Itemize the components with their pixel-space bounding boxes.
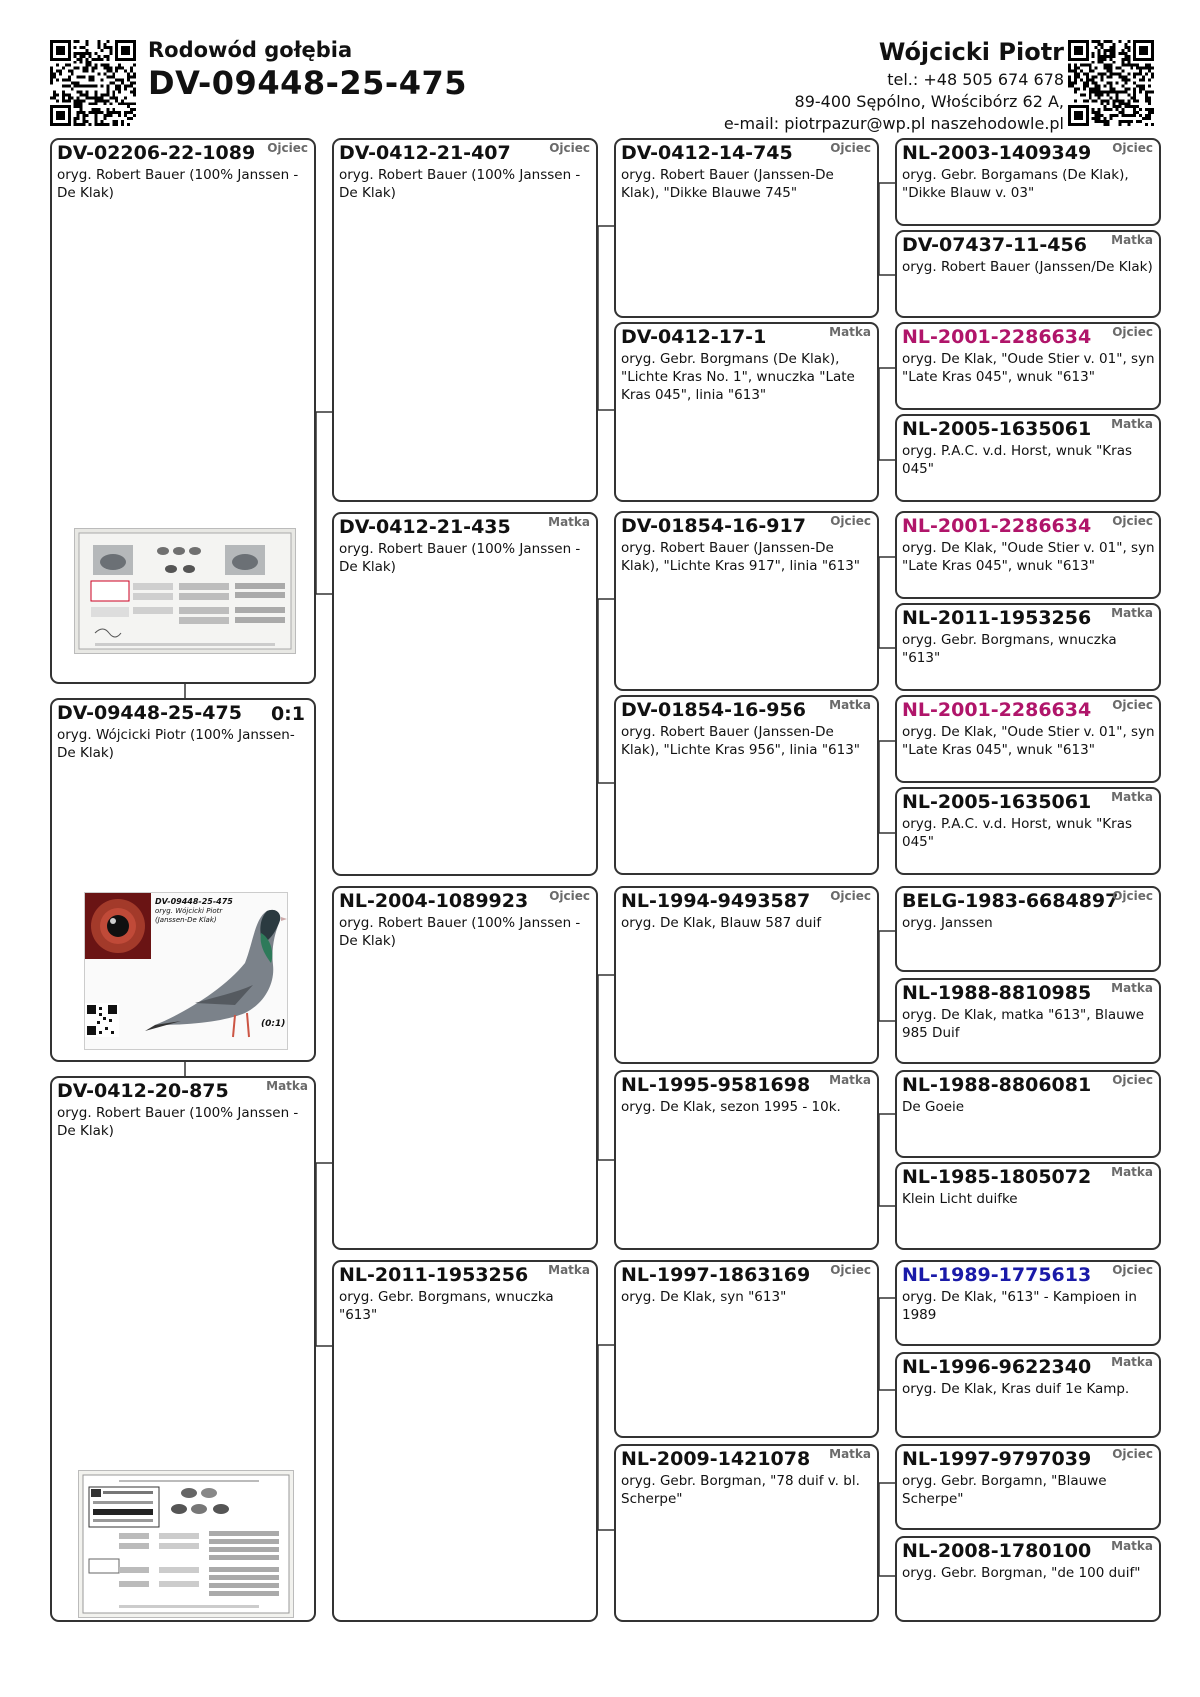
- gen4-card[interactable]: [895, 1536, 1161, 1622]
- gen4-card[interactable]: [895, 603, 1161, 691]
- sex-label: Ojciec: [830, 1263, 871, 1277]
- sex-label: Ojciec: [1112, 141, 1153, 155]
- pigeon-description: oryg. Gebr. Borgamans (De Klak), "Dikke Blauw v. 03": [902, 167, 1129, 201]
- sex-label: Matka: [1111, 606, 1153, 620]
- gen3-card[interactable]: [614, 1444, 879, 1622]
- gen4-card[interactable]: [895, 695, 1161, 783]
- document-title: Rodowód gołębia: [148, 38, 353, 62]
- ring-number: NL-2004-1089923: [339, 890, 529, 912]
- ring-number: NL-2001-2286634: [902, 326, 1092, 348]
- ring-number: DV-01854-16-917: [621, 515, 806, 537]
- gen4-card[interactable]: [895, 886, 1161, 972]
- photo-caption-ring: DV-09448-25-475: [155, 897, 233, 906]
- ring-number: NL-2001-2286634: [902, 515, 1092, 537]
- gen2-card[interactable]: [332, 512, 598, 876]
- ring-number: NL-1997-1863169: [621, 1264, 811, 1286]
- photo-caption-breed: (Janssen-De Klak): [155, 916, 217, 924]
- sex-label: Matka: [1111, 1165, 1153, 1179]
- ring-number: NL-2009-1421078: [621, 1448, 811, 1470]
- pigeon-description: oryg. P.A.C. v.d. Horst, wnuk "Kras 045": [902, 816, 1133, 850]
- gen4-card[interactable]: [895, 511, 1161, 599]
- ring-number: NL-2011-1953256: [339, 1264, 529, 1286]
- owner-phone: tel.: +48 505 674 678: [887, 70, 1064, 89]
- ring-number: NL-2008-1780100: [902, 1540, 1092, 1562]
- pigeon-description: oryg. Gebr. Borgamn, "Blauwe Scherpe": [902, 1473, 1107, 1507]
- sex-label: Ojciec: [1112, 1263, 1153, 1277]
- ring-number: NL-2005-1635061: [902, 418, 1092, 440]
- pigeon-description: oryg. Gebr. Borgmans, wnuczka "613": [339, 1289, 554, 1323]
- pigeon-description: Klein Licht duifke: [902, 1191, 1018, 1207]
- pigeon-description: oryg. De Klak, "613" - Kampioen in 1989: [902, 1289, 1137, 1323]
- ring-number: NL-1996-9622340: [902, 1356, 1092, 1378]
- sex-label: Matka: [1111, 233, 1153, 247]
- gen4-card[interactable]: [895, 787, 1161, 875]
- sex-label: Ojciec: [1112, 514, 1153, 528]
- sex-label: Matka: [548, 1263, 590, 1277]
- gen4-card[interactable]: [895, 1352, 1161, 1438]
- ring-number: DV-02206-22-1089: [57, 142, 256, 164]
- gen3-card[interactable]: [614, 138, 879, 318]
- sex-label: Matka: [829, 1073, 871, 1087]
- pigeon-description: oryg. Robert Bauer (Janssen-De Klak), "Lichte Kras 956", linia "613": [621, 724, 861, 758]
- pigeon-description: oryg. Robert Bauer (100% Janssen - De Klak): [339, 167, 581, 201]
- pigeon-description: oryg. De Klak, sezon 1995 - 10k.: [621, 1099, 841, 1115]
- photo-caption-owner: oryg. Wójcicki Piotr: [155, 907, 223, 915]
- gen3-card[interactable]: [614, 695, 879, 875]
- ring-number: DV-0412-20-875: [57, 1080, 229, 1102]
- ring-number: DV-09448-25-475: [57, 702, 242, 724]
- subject-photo: [84, 892, 288, 1050]
- sex-label: Ojciec: [830, 889, 871, 903]
- pigeon-description: oryg. Robert Bauer (Janssen-De Klak), "Lichte Kras 917", linia "613": [621, 540, 861, 574]
- sex-label: Ojciec: [549, 141, 590, 155]
- ring-number: DV-01854-16-956: [621, 699, 806, 721]
- gen4-card[interactable]: [895, 230, 1161, 318]
- pedigree-photo: [74, 528, 296, 654]
- pigeon-description: oryg. De Klak, "Oude Stier v. 01", syn "Late Kras 045", wnuk "613": [902, 351, 1155, 385]
- pigeon-description: oryg. Robert Bauer (100% Janssen - De Klak): [339, 541, 581, 575]
- ring-number: NL-2001-2286634: [902, 699, 1092, 721]
- gen2-card[interactable]: [332, 1260, 598, 1622]
- pigeon-description: oryg. Robert Bauer (Janssen-De Klak), "Dikke Blauwe 745": [621, 167, 834, 201]
- owner-address: 89-400 Sępólno, Włościbórz 62 A,: [794, 92, 1064, 111]
- gen4-card[interactable]: [895, 1444, 1161, 1530]
- gen4-card[interactable]: [895, 1162, 1161, 1250]
- gen3-card[interactable]: [614, 1260, 879, 1438]
- ring-number: NL-2011-1953256: [902, 607, 1092, 629]
- pigeon-description: oryg. P.A.C. v.d. Horst, wnuk "Kras 045": [902, 443, 1133, 477]
- sex-label: Ojciec: [1112, 1447, 1153, 1461]
- gen4-card[interactable]: [895, 138, 1161, 226]
- ring-number: DV-0412-14-745: [621, 142, 793, 164]
- ring-number: NL-1989-1775613: [902, 1264, 1092, 1286]
- pigeon-description: oryg. Wójcicki Piotr (100% Janssen-De Klak): [57, 727, 295, 761]
- sex-label: Ojciec: [549, 889, 590, 903]
- sex-label: Ojciec: [1112, 1073, 1153, 1087]
- sex-label: Matka: [829, 1447, 871, 1461]
- pigeon-description: oryg. De Klak, syn "613": [621, 1289, 787, 1305]
- score-label: 0:1: [270, 703, 305, 725]
- subject-card[interactable]: [50, 698, 316, 1062]
- pigeon-description: oryg. Janssen: [902, 915, 993, 931]
- pigeon-description: oryg. Gebr. Borgman, "78 duif v. bl. Scherpe": [621, 1473, 860, 1507]
- gen2-card[interactable]: [332, 886, 598, 1250]
- pigeon-description: oryg. De Klak, Blauw 587 duif: [621, 915, 822, 931]
- ring-number: NL-1994-9493587: [621, 890, 811, 912]
- owner-name: Wójcicki Piotr: [878, 38, 1064, 66]
- ring-number: DV-0412-17-1: [621, 326, 767, 348]
- father-card[interactable]: [50, 138, 316, 684]
- sex-label: Matka: [1111, 1355, 1153, 1369]
- pigeon-description: oryg. De Klak, "Oude Stier v. 01", syn "Late Kras 045", wnuk "613": [902, 724, 1155, 758]
- sex-label: Ojciec: [830, 514, 871, 528]
- sex-label: Matka: [1111, 417, 1153, 431]
- pigeon-description: oryg. Gebr. Borgman, "de 100 duif": [902, 1565, 1141, 1581]
- photo-caption-score: (0:1): [261, 1019, 286, 1029]
- gen4-card[interactable]: [895, 978, 1161, 1064]
- ring-number: NL-2005-1635061: [902, 791, 1092, 813]
- ring-number: NL-1995-9581698: [621, 1074, 811, 1096]
- sex-label: Matka: [1111, 981, 1153, 995]
- gen3-card[interactable]: [614, 322, 879, 502]
- ring-number: NL-1988-8810985: [902, 982, 1092, 1004]
- ring-number: NL-2003-1409349: [902, 142, 1092, 164]
- pigeon-description: oryg. De Klak, Kras duif 1e Kamp.: [902, 1381, 1130, 1397]
- sex-label: Matka: [266, 1079, 308, 1093]
- pigeon-description: oryg. Gebr. Borgmans, wnuczka "613": [902, 632, 1117, 666]
- ring-number: DV-0412-21-435: [339, 516, 511, 538]
- pigeon-description: oryg. Robert Bauer (100% Janssen - De Klak): [339, 915, 581, 949]
- ring-number: DV-0412-21-407: [339, 142, 511, 164]
- pigeon-description: oryg. Gebr. Borgmans (De Klak), "Lichte Kras No. 1", wnuczka "Late Kras 045", linia "613": [621, 351, 855, 403]
- gen4-card[interactable]: [895, 1070, 1161, 1158]
- gen2-card[interactable]: [332, 138, 598, 502]
- gen3-card[interactable]: [614, 1070, 879, 1250]
- sex-label: Matka: [1111, 790, 1153, 804]
- gen4-card[interactable]: [895, 322, 1161, 410]
- pigeon-description: oryg. De Klak, matka "613", Blauwe 985 Duif: [902, 1007, 1145, 1041]
- sex-label: Ojciec: [1112, 325, 1153, 339]
- pigeon-description: oryg. Robert Bauer (100% Janssen - De Klak): [57, 1105, 299, 1139]
- ring-number: NL-1985-1805072: [902, 1166, 1092, 1188]
- ring-number: NL-1997-9797039: [902, 1448, 1092, 1470]
- mother-card[interactable]: [50, 1076, 316, 1622]
- ring-number: DV-07437-11-456: [902, 234, 1087, 256]
- sex-label: Ojciec: [1112, 698, 1153, 712]
- pedigree-photo: [78, 1470, 294, 1618]
- pigeon-description: De Goeie: [902, 1099, 965, 1115]
- ring-number: NL-1988-8806081: [902, 1074, 1092, 1096]
- pigeon-description: oryg. Robert Bauer (Janssen/De Klak): [902, 259, 1153, 275]
- owner-contact: e-mail: piotrpazur@wp.pl naszehodowle.pl: [723, 114, 1064, 133]
- gen4-card[interactable]: [895, 414, 1161, 502]
- gen3-card[interactable]: [614, 511, 879, 691]
- sex-label: Matka: [548, 515, 590, 529]
- ring-number: BELG-1983-6684897: [902, 890, 1119, 912]
- pigeon-description: oryg. De Klak, "Oude Stier v. 01", syn "Late Kras 045", wnuk "613": [902, 540, 1155, 574]
- pigeon-description: oryg. Robert Bauer (100% Janssen - De Klak): [57, 167, 299, 201]
- sex-label: Matka: [829, 698, 871, 712]
- gen3-card[interactable]: [614, 886, 879, 1064]
- subject-ring-number: DV-09448-25-475: [148, 64, 467, 102]
- sex-label: Matka: [829, 325, 871, 339]
- sex-label: Ojciec: [830, 141, 871, 155]
- sex-label: Ojciec: [1112, 889, 1153, 903]
- sex-label: Ojciec: [267, 141, 308, 155]
- gen4-card[interactable]: [895, 1260, 1161, 1346]
- sex-label: Matka: [1111, 1539, 1153, 1553]
